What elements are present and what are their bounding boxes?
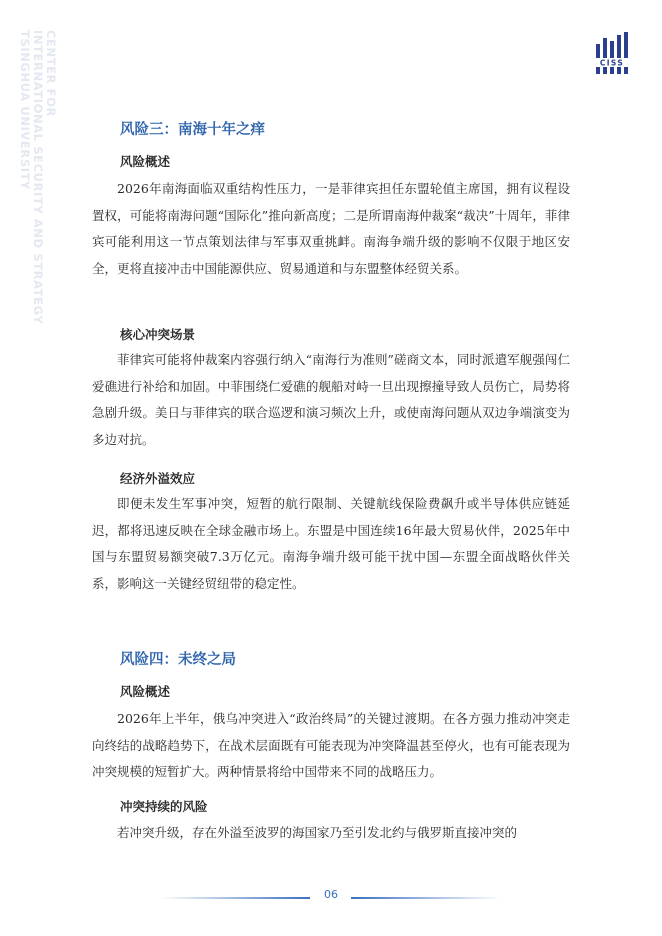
risk4-overview-heading: 风险概述 — [120, 684, 171, 699]
risk4-continued-heading: 冲突持续的风险 — [120, 799, 208, 814]
risk4-title: 风险四：未终之局 — [120, 652, 236, 668]
footer-divider-left — [160, 897, 310, 899]
risk4-overview-text: 2026年上半年，俄乌冲突进入“政治终局”的关键过渡期。在各方强力推动冲突走向终结的战略趋势下，在战术层面既有可能表现为冲突降温甚至停火，也有可能表现为冲突规模的短暂扩大。两种情景将给中国带来不同的战略压力。 — [92, 711, 570, 780]
risk4-continued-text: 若冲突升级，存在外溢至波罗的海国家乃至引发北约与俄罗斯直接冲突的 — [117, 825, 518, 840]
footer-divider-right — [351, 897, 501, 899]
brand-line-3: TSINGHUA UNIVERSITY — [18, 30, 32, 190]
risk3-conflict-heading: 核心冲突场景 — [120, 327, 196, 342]
risk3-overview-text: 2026年南海面临双重结构性压力，一是菲律宾担任东盟轮值主席国，拥有议程设置权，可能将南海问题“国际化”推向新高度；二是所谓南海仲裁案“裁决”十周年，菲律宾可能利用这一节点策划法律与军事双重挑衅。南海争端升级的影响不仅限于地区安全，更将直接冲击中国能源供应、贸易通道和与东盟整体经贸关系。 — [92, 181, 570, 276]
risk3-economic-text: 即便未发生军事冲突，短暂的航行限制、关键航线保险费飙升或半导体供应链延迟，都将迅速反映在全球金融市场上。东盟是中国连续16年最大贸易伙伴，2025年中国与东盟贸易额突破7.3万亿元。南海争端升级可能干扰中国—东盟全面战略伙伴关系，影响这一关键经贸纽带的稳定性。 — [92, 496, 570, 591]
vertical-brand-text — [18, 30, 57, 324]
logo-bar-4 — [617, 35, 621, 74]
logo-bar-2 — [603, 38, 607, 74]
brand-line-2: INTERNATIONAL SECURITY AND STRATEGY — [31, 30, 45, 325]
risk3-overview-heading: 风险概述 — [120, 154, 171, 169]
logo-bar-3 — [610, 41, 614, 74]
logo-text: CISS — [599, 58, 625, 68]
brand-line-1: CENTER FOR — [44, 30, 58, 117]
ciss-logo — [592, 32, 636, 74]
logo-bar-5 — [624, 32, 628, 74]
risk3-economic-heading: 经济外溢效应 — [120, 471, 196, 486]
risk3-title: 风险三：南海十年之痒 — [120, 122, 265, 138]
page-number: 06 — [324, 888, 338, 901]
risk3-conflict-text: 菲律宾可能将仲裁案内容强行纳入“南海行为准则”磋商文本，同时派遣军舰强闯仁爱礁进行补给和加固。中菲围绕仁爱礁的舰船对峙一旦出现擦撞导致人员伤亡，局势将急剧升级。美日与菲律宾的联合巡逻和演习频次上升，或使南海问题从双边争端演变为多边对抗。 — [92, 352, 570, 447]
